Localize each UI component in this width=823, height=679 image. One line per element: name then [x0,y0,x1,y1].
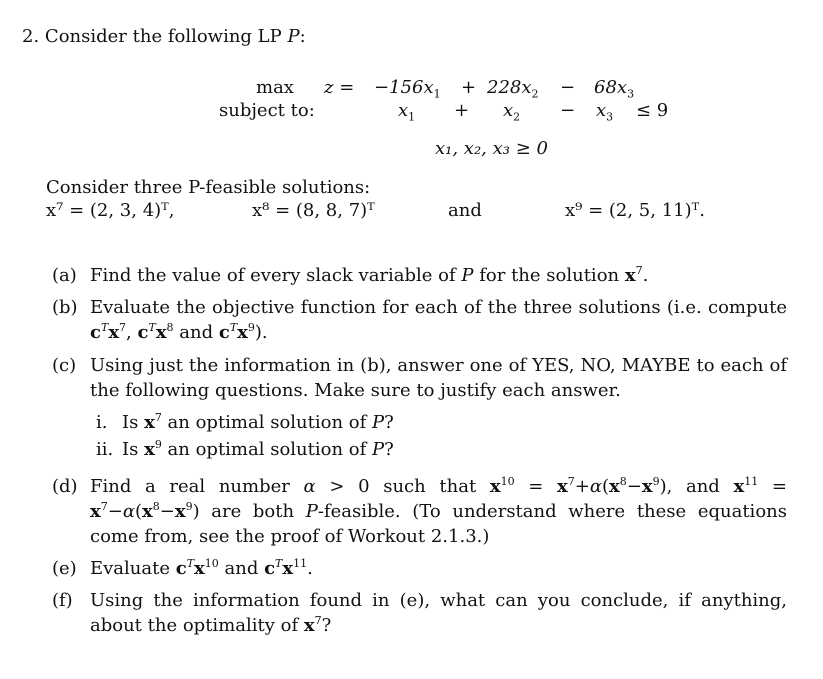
objective-op-1: + [461,77,477,98]
item-f: (f) Using the information found in (e), what can you conclude, if anything, about the optimality of $x^7$? [52,590,787,636]
problem-header: 2. Consider the following LP P: [22,26,306,47]
item-e: (e) Evaluate $c^Tx^{10}$ and $c^Tx^{11}$. [52,557,313,579]
subject-to-label: subject to: [219,100,315,121]
objective-z: z = [324,77,355,98]
objective-term-3: $68x_3$ [594,77,635,101]
objective-op-2: − [560,77,576,98]
problem-intro: Consider the following LP [44,26,282,47]
subitem-ii: ii. Is $x^9$ an optimal solution of P? [96,438,394,460]
max-label: max [256,77,294,98]
item-a: (a) Find the value of every slack variable of P for the solution $x^7$. [52,264,649,286]
solution-x8: x⁸ = (8, 8, 7)ᵀ [252,200,375,221]
objective-term-2: $228x_2$ [487,77,539,101]
objective-term-1: $-156x_1$ [374,77,441,101]
solutions-intro: Consider three P-feasible solutions: [46,177,371,198]
and-word: and [448,200,482,221]
constraint-op-1: + [454,100,470,121]
solution-x9: x⁹ = (2, 5, 11)ᵀ. [565,200,705,221]
constraint-term-1: $x_1$ [398,100,416,124]
nonnegativity: x₁, x₂, x₃ ≥ 0 [435,138,548,159]
constraint-op-2: − [560,100,576,121]
subitem-i: i. Is $x^7$ an optimal solution of P? [96,411,394,433]
item-b: (b) Evaluate the objective function for each of the three solutions (i.e. compute $c^Tx^7$, $c^Tx^8$ and $c^Tx^9$). [52,297,787,343]
solution-x7: x⁷ = (2, 3, 4)ᵀ, [46,200,175,221]
constraint-term-2: $x_2$ [503,100,521,124]
problem-number: 2. [22,26,40,47]
constraint-term-3: $x_3$ [596,100,614,124]
lp-name: P [287,26,300,47]
item-d: (d) Find a real number α > 0 such that $x^{10} = x^7+\alpha(x^8-x^9)$, and $x^{11} = x^7-\alpha(x^8-x^9)$ are both P-feasible. (To understand where these equations come from, see the proof of Workout 2.1.3.) [52,475,787,547]
item-c: (c) Using just the information in (b), answer one of YES, NO, MAYBE to each of the following questions. Make sure to justify each answer. [52,355,787,401]
constraint-rhs: ≤ 9 [636,100,669,121]
